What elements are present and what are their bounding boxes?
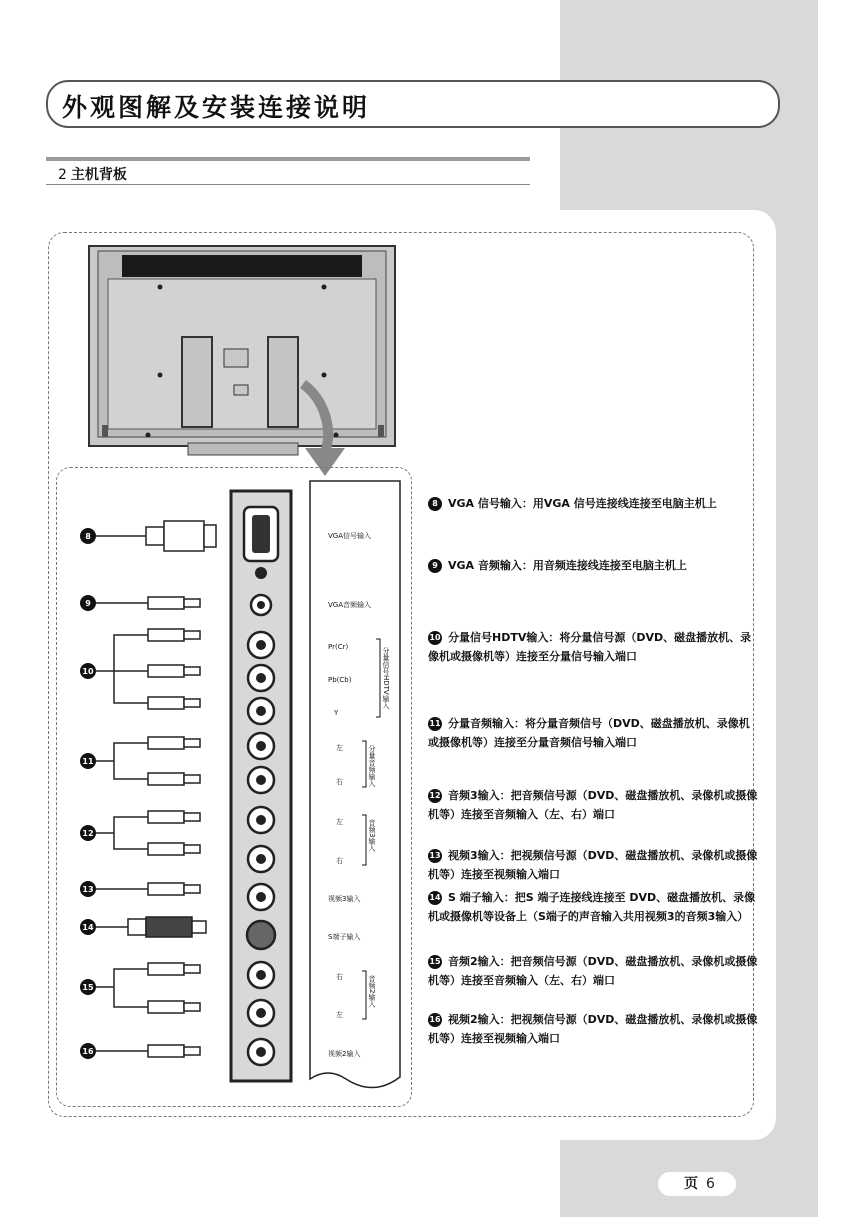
port-label: S端子输入 bbox=[328, 933, 361, 941]
description-item bbox=[428, 888, 758, 926]
description-item bbox=[428, 952, 758, 990]
group-label: 分量信号HDTV输入 bbox=[382, 647, 390, 709]
section-rule-bottom bbox=[46, 184, 530, 185]
port-sublabel: Pb(Cb) bbox=[328, 676, 352, 684]
group-label: 分量音频输入 bbox=[368, 745, 376, 787]
description-item bbox=[428, 628, 758, 666]
section-number: 2 bbox=[58, 167, 67, 183]
desc-text: VGA 信号输入：用VGA 信号连接线连接至电脑主机上 bbox=[448, 497, 717, 510]
desc-text: S 端子输入：把S 端子连接线连接至 DVD、磁盘播放机、录像机或摄像机等设备上（S端子的声音输入共用视频3的音频3输入） bbox=[428, 891, 756, 923]
desc-number-badge: 9 bbox=[428, 559, 442, 573]
port-label: VGA信号输入 bbox=[328, 532, 372, 540]
callout-num: 13 bbox=[82, 885, 94, 894]
desc-number-badge: 14 bbox=[428, 891, 442, 905]
description-item bbox=[428, 714, 758, 752]
port-sublabel: 右 bbox=[336, 778, 343, 786]
desc-text: 音频2输入：把音频信号源（DVD、磁盘播放机、录像机或摄像机等）连接至音频输入（左、右）端口 bbox=[428, 955, 758, 987]
desc-text: 视频3输入：把视频信号源（DVD、磁盘播放机、录像机或摄像机等）连接至视频输入端口 bbox=[428, 849, 758, 881]
desc-number-badge: 13 bbox=[428, 849, 442, 863]
description-item bbox=[428, 556, 758, 575]
port-sublabel: Pr(Cr) bbox=[328, 643, 349, 651]
desc-number-badge: 16 bbox=[428, 1013, 442, 1027]
desc-number-badge: 12 bbox=[428, 789, 442, 803]
port-label: VGA音频输入 bbox=[328, 601, 372, 609]
callout-num: 12 bbox=[82, 829, 94, 838]
port-sublabel: 左 bbox=[336, 1011, 343, 1019]
desc-text: 分量信号HDTV输入：将分量信号源（DVD、磁盘播放机、录像机或摄像机等）连接至分量信号输入端口 bbox=[428, 631, 752, 663]
arrow-icon bbox=[295, 380, 355, 480]
group-label: 音频3输入 bbox=[368, 819, 376, 852]
description-item bbox=[428, 846, 758, 884]
desc-number-badge: 8 bbox=[428, 497, 442, 511]
page-title: 外观图解及安装连接说明 bbox=[62, 93, 371, 122]
callout-num: 11 bbox=[82, 757, 94, 766]
page-number-value: 6 bbox=[706, 1176, 715, 1192]
callout-num: 14 bbox=[82, 923, 94, 932]
port-sublabel: 左 bbox=[336, 744, 343, 752]
desc-text: 视频2输入：把视频信号源（DVD、磁盘播放机、录像机或摄像机等）连接至视频输入端口 bbox=[428, 1013, 758, 1045]
group-label: 音频2输入 bbox=[368, 975, 376, 1008]
desc-number-badge: 15 bbox=[428, 955, 442, 969]
port-sublabel: 左 bbox=[336, 818, 343, 826]
callout-num: 16 bbox=[82, 1047, 94, 1056]
port-label: 视频2输入 bbox=[328, 1050, 361, 1058]
port-label: 视频3输入 bbox=[328, 895, 361, 903]
section-rule-top bbox=[46, 157, 530, 161]
desc-number-badge: 11 bbox=[428, 717, 442, 731]
desc-text: 分量音频输入：将分量音频信号（DVD、磁盘播放机、录像机或摄像机等）连接至分量音频信号输入端口 bbox=[428, 717, 750, 749]
port-sublabel: Y bbox=[334, 709, 339, 717]
desc-number-badge: 10 bbox=[428, 631, 442, 645]
page-label: 页 bbox=[684, 1176, 698, 1192]
section-title: 主机背板 bbox=[70, 167, 127, 183]
port-closeup bbox=[56, 467, 412, 1107]
description-item bbox=[428, 1010, 758, 1048]
description-item bbox=[428, 786, 758, 824]
description-item bbox=[428, 494, 758, 513]
callout-num: 10 bbox=[82, 667, 94, 676]
desc-text: VGA 音频输入：用音频连接线连接至电脑主机上 bbox=[448, 559, 687, 572]
page-number bbox=[684, 1173, 715, 1193]
desc-text: 音频3输入：把音频信号源（DVD、磁盘播放机、录像机或摄像机等）连接至音频输入（左、右）端口 bbox=[428, 789, 758, 821]
callout-num: 8 bbox=[85, 532, 91, 541]
section-heading bbox=[58, 164, 127, 184]
port-sublabel: 右 bbox=[336, 857, 343, 865]
port-sublabel: 右 bbox=[336, 973, 343, 981]
callout-num: 9 bbox=[85, 599, 91, 608]
callout-num: 15 bbox=[82, 983, 94, 992]
